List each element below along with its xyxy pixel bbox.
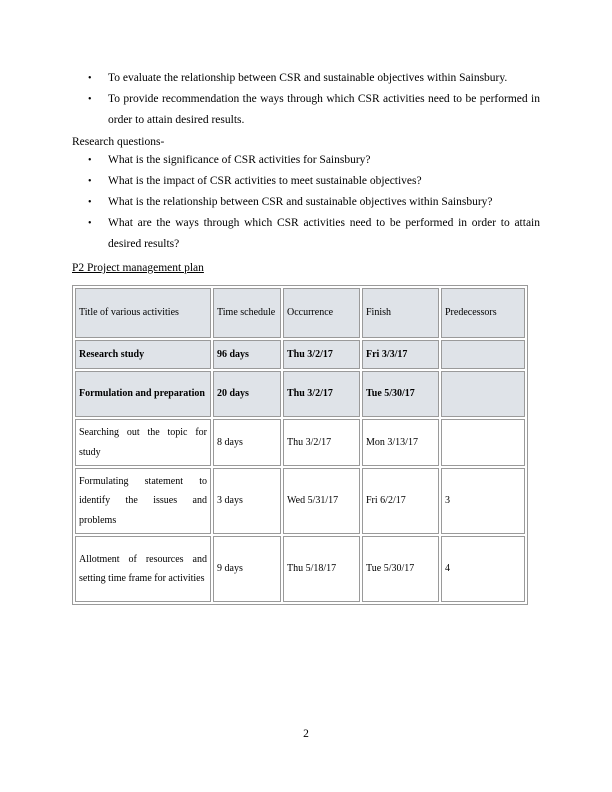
duration-cell: 8 days xyxy=(213,419,281,466)
objective-text: To provide recommendation the ways through which CSR activities need to be performed in order to attain desired results. xyxy=(108,93,540,126)
bullet-icon: • xyxy=(88,218,92,229)
table-row xyxy=(75,419,525,466)
table-header-row xyxy=(75,288,525,338)
bullet-icon: • xyxy=(88,197,92,208)
occurrence-cell: Thu 5/18/17 xyxy=(283,536,360,602)
list-item xyxy=(0,213,612,255)
duration-cell: 9 days xyxy=(213,536,281,602)
header-cell: Predecessors xyxy=(441,288,525,338)
occurrence-cell: Thu 3/2/17 xyxy=(283,371,360,417)
question-text: What is the impact of CSR activities to meet sustainable objectives? xyxy=(108,175,422,187)
activity-cell: Formulating statement to identify the issues and problems xyxy=(75,468,211,534)
objective-text: To evaluate the relationship between CSR and sustainable objectives within Sainsbury. xyxy=(108,72,508,84)
table-row xyxy=(75,536,525,602)
predecessors-cell xyxy=(441,419,525,466)
finish-cell: Tue 5/30/17 xyxy=(362,536,439,602)
question-text: What are the ways through which CSR activities need to be performed in order to attain desired results? xyxy=(108,217,540,250)
header-cell: Finish xyxy=(362,288,439,338)
header-cell: Time schedule xyxy=(213,288,281,338)
predecessors-cell xyxy=(441,371,525,417)
finish-cell: Tue 5/30/17 xyxy=(362,371,439,417)
activity-cell: Searching out the topic for study xyxy=(75,419,211,466)
predecessors-cell xyxy=(441,340,525,369)
question-text: What is the relationship between CSR and sustainable objectives within Sainsbury? xyxy=(108,196,493,208)
activity-cell: Allotment of resources and setting time frame for activities xyxy=(75,536,211,602)
bullet-icon: • xyxy=(88,155,92,166)
objectives-list xyxy=(0,68,612,131)
question-text: What is the significance of CSR activities for Sainsbury? xyxy=(108,154,371,166)
research-questions-list xyxy=(0,150,612,255)
page-number: 2 xyxy=(303,728,309,740)
list-item xyxy=(0,150,612,171)
predecessors-cell: 3 xyxy=(441,468,525,534)
research-questions-label: Research questions- xyxy=(72,136,165,148)
list-item xyxy=(0,192,612,213)
table-row xyxy=(75,340,525,369)
finish-cell: Fri 6/2/17 xyxy=(362,468,439,534)
bullet-icon: • xyxy=(88,176,92,187)
activity-cell: Formulation and preparation xyxy=(75,371,211,417)
occurrence-cell: Thu 3/2/17 xyxy=(283,419,360,466)
duration-cell: 20 days xyxy=(213,371,281,417)
section-title: P2 Project management plan xyxy=(72,262,204,274)
duration-cell: 3 days xyxy=(213,468,281,534)
header-cell: Title of various activities xyxy=(75,288,211,338)
table-row xyxy=(75,371,525,417)
bullet-icon: • xyxy=(88,94,92,105)
list-item xyxy=(0,89,612,131)
occurrence-cell: Wed 5/31/17 xyxy=(283,468,360,534)
finish-cell: Mon 3/13/17 xyxy=(362,419,439,466)
list-item xyxy=(0,68,612,89)
bullet-icon: • xyxy=(88,73,92,84)
list-item xyxy=(0,171,612,192)
duration-cell: 96 days xyxy=(213,340,281,369)
activity-cell: Research study xyxy=(75,340,211,369)
predecessors-cell: 4 xyxy=(441,536,525,602)
header-cell: Occurrence xyxy=(283,288,360,338)
finish-cell: Fri 3/3/17 xyxy=(362,340,439,369)
table-row xyxy=(75,468,525,534)
occurrence-cell: Thu 3/2/17 xyxy=(283,340,360,369)
project-plan-table xyxy=(72,285,528,605)
